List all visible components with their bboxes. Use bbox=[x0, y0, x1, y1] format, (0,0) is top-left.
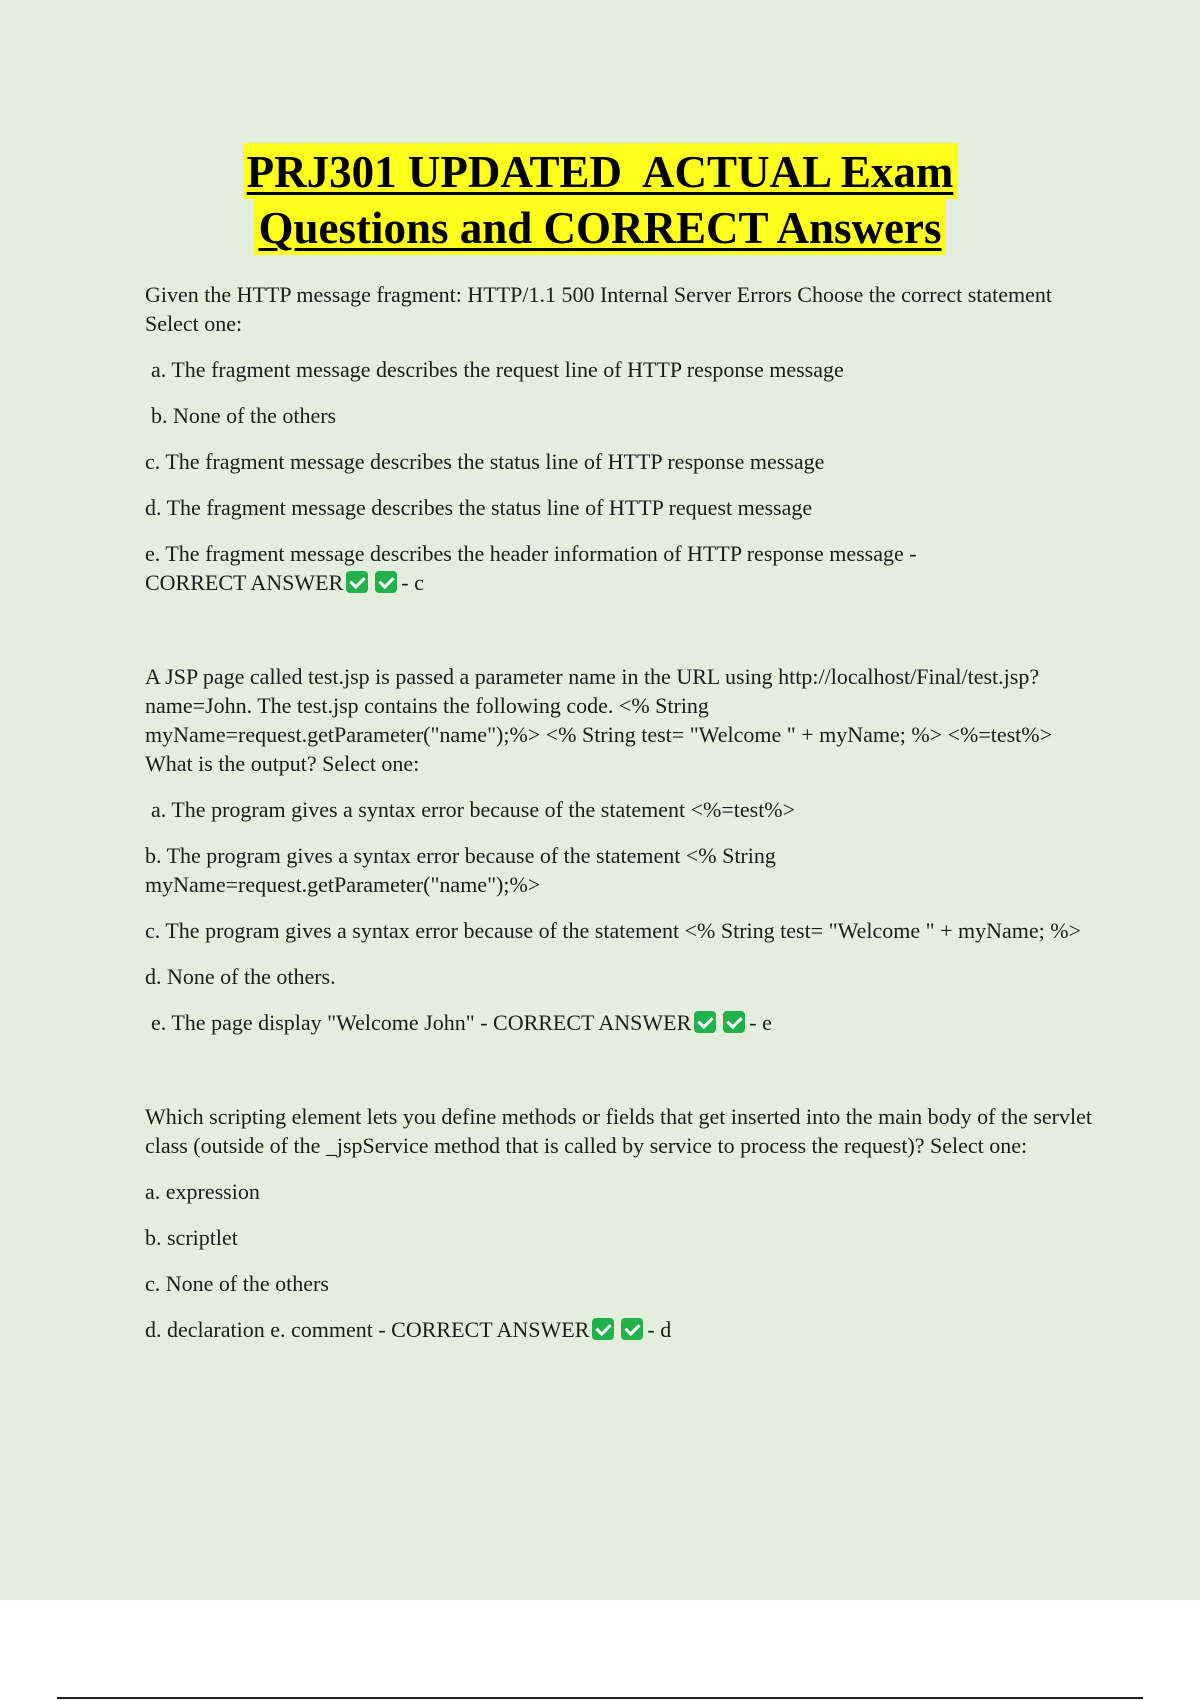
option-d: d. The fragment message describes the status line of HTTP request message bbox=[145, 495, 813, 520]
correct-answer-label: d. declaration e. comment - CORRECT ANSWER bbox=[145, 1317, 590, 1342]
footer-divider bbox=[57, 1697, 1143, 1699]
check-icon bbox=[621, 1318, 643, 1340]
check-icon bbox=[346, 571, 368, 593]
answer-line bbox=[145, 1008, 1095, 1037]
question-block-2 bbox=[145, 662, 1095, 1037]
spacer bbox=[145, 597, 1095, 662]
correct-answer-label: e. The page display "Welcome John" - CORRECT ANSWER bbox=[151, 1010, 692, 1035]
question-block-1 bbox=[145, 280, 1095, 597]
questions-list bbox=[145, 280, 1095, 1344]
option-c: c. The program gives a syntax error because of the statement <% String test= "Welcome " + myName; %> bbox=[145, 918, 1081, 943]
question-text: A JSP page called test.jsp is passed a parameter name in the URL using http://localhost/Final/test.jsp?name=John. The test.jsp contains the following code. <% String myName=request.getParameter("name");%> <% String test= "Welcome " + myName; %> <%=test%> What is the output? Select one: bbox=[145, 664, 1053, 776]
option-c: c. The fragment message describes the status line of HTTP response message bbox=[145, 449, 825, 474]
option-a: a. expression bbox=[145, 1179, 260, 1204]
question-block-3 bbox=[145, 1102, 1095, 1344]
answer-key: - c bbox=[401, 570, 424, 595]
option-b: b. scriptlet bbox=[145, 1225, 238, 1250]
question-text: Given the HTTP message fragment: HTTP/1.1 500 Internal Server Errors Choose the correct statement Select one: bbox=[145, 282, 1053, 336]
option-d: d. None of the others. bbox=[145, 964, 336, 989]
option-b: b. None of the others bbox=[151, 403, 337, 428]
option-c: c. None of the others bbox=[145, 1271, 329, 1296]
option-a: a. The program gives a syntax error because of the statement <%=test%> bbox=[151, 797, 796, 822]
title-line-1: PRJ301 UPDATED ACTUAL Exam bbox=[243, 143, 958, 199]
spacer bbox=[145, 1037, 1095, 1102]
answer-line bbox=[145, 1315, 1095, 1344]
answer-line bbox=[145, 539, 1095, 597]
title-line-2: Questions and CORRECT Answers bbox=[254, 199, 945, 255]
document-title bbox=[0, 143, 1200, 255]
option-a: a. The fragment message describes the request line of HTTP response message bbox=[151, 357, 844, 382]
correct-answer-label: CORRECT ANSWER bbox=[145, 570, 344, 595]
option-b: b. The program gives a syntax error because of the statement <% String myName=request.getParameter("name");%> bbox=[145, 843, 776, 897]
answer-key: - e bbox=[749, 1010, 772, 1035]
question-text: Which scripting element lets you define methods or fields that get inserted into the main body of the servlet class (outside of the _jspService method that is called by service to process the request)? Select one: bbox=[145, 1104, 1092, 1158]
check-icon bbox=[592, 1318, 614, 1340]
check-icon bbox=[375, 571, 397, 593]
answer-key: - d bbox=[647, 1317, 672, 1342]
option-e: e. The fragment message describes the header information of HTTP response message - bbox=[145, 541, 917, 566]
check-icon bbox=[694, 1011, 716, 1033]
check-icon bbox=[723, 1011, 745, 1033]
